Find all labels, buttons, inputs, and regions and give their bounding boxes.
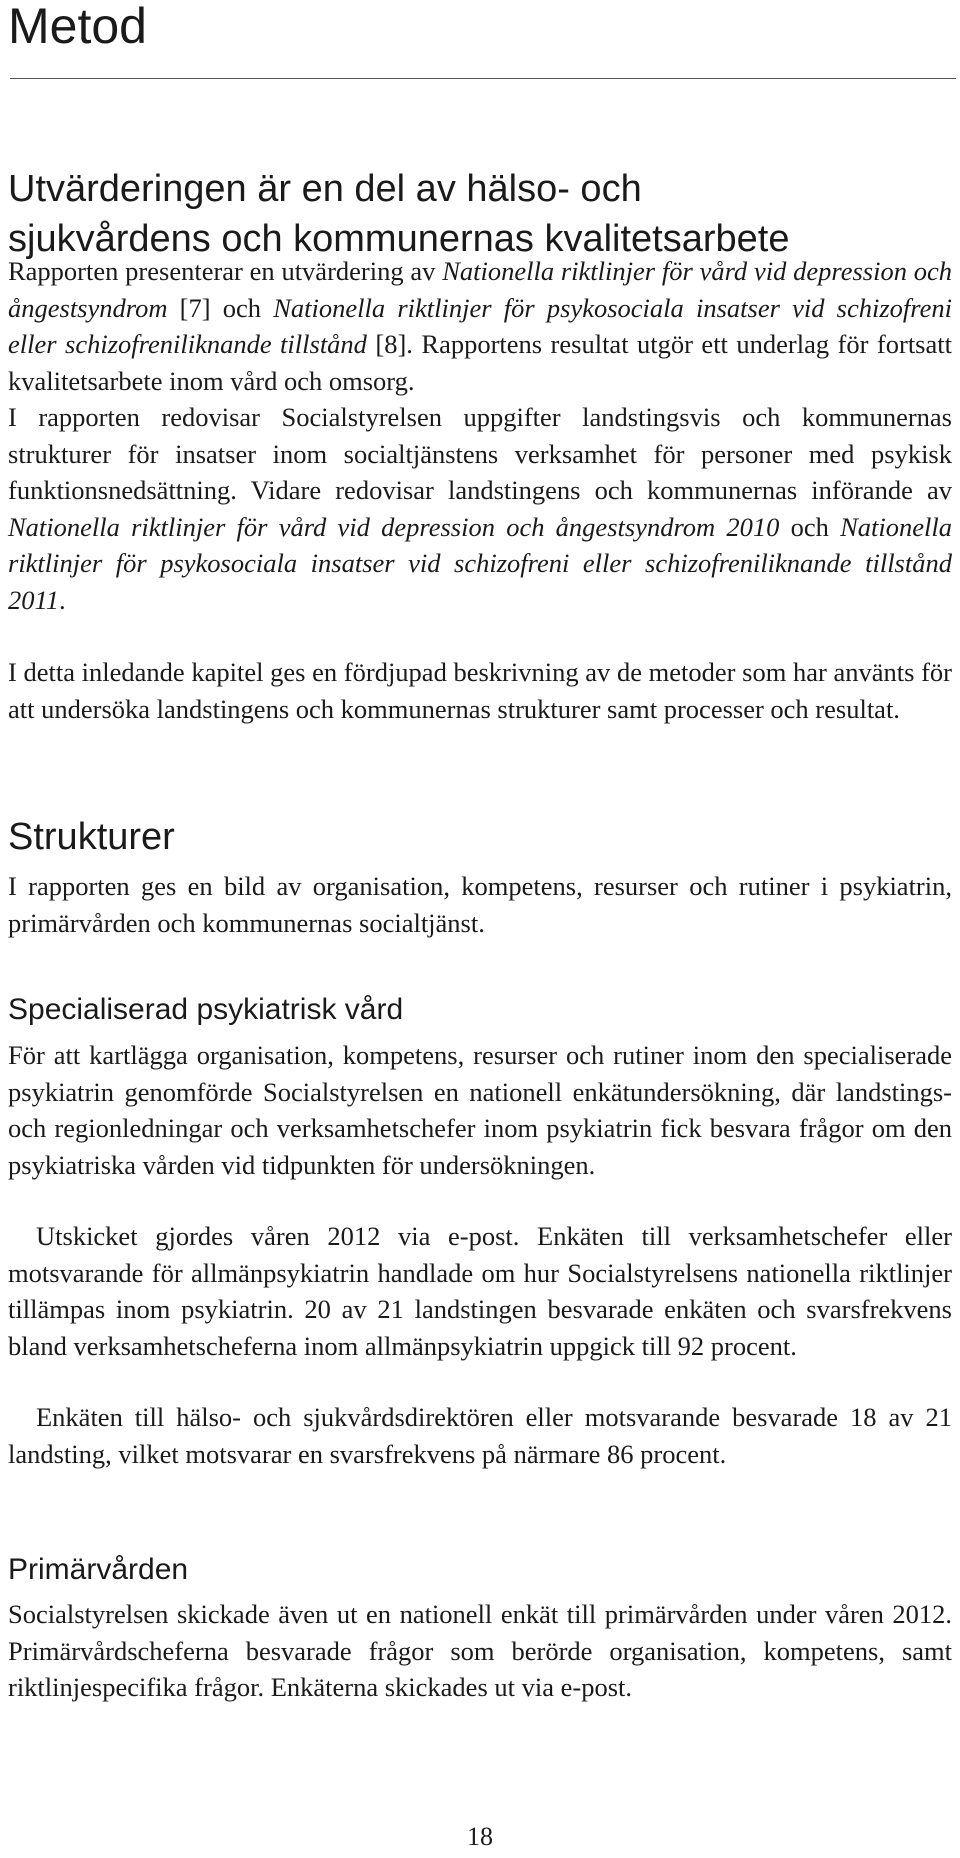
heading-rule xyxy=(10,78,956,79)
p1-title-schizofreni: Nationella riktlinjer för psykosociala insatser vid schizofreni eller schizofreniliknande tillstånd xyxy=(8,292,952,359)
section-heading-line2: sjukvårdens och kommunernas kvalitetsarbete xyxy=(8,218,790,260)
p2-text-e: . xyxy=(59,584,66,615)
section-heading-utvardering xyxy=(8,164,790,264)
section-heading-primarvarden: Primärvården xyxy=(8,1553,189,1586)
paragraph-redovisar xyxy=(8,399,952,618)
section-heading-psykiatrisk: Specialiserad psykiatrisk vård xyxy=(8,993,404,1026)
p1-text-c: [7] och xyxy=(167,292,274,323)
p2-title-schizofreni: Nationella riktlinjer för psykosociala insatser vid schizofreni eller schizofreniliknande tillstånd 2011 xyxy=(8,511,952,615)
paragraph-enkaten: Enkäten till hälso- och sjukvårdsdirektören eller motsvarande besvarade 18 av 21 landsting, vilket motsvarar en svarsfrekvens på närmare 86 procent. xyxy=(8,1402,952,1469)
section-heading-line1: Utvärderingen är en del av hälso- och xyxy=(8,168,642,210)
paragraph-inledande: I detta inledande kapitel ges en fördjupad beskrivning av de metoder som har använts för att undersöka landstingens och kommunernas strukturer samt processer och resultat. xyxy=(8,657,952,724)
p1-title-depression: Nationella riktlinjer för vård vid depression och ångestsyndrom xyxy=(8,256,952,323)
p2-title-depression: Nationella riktlinjer för vård vid depression och ångestsyndrom 2010 xyxy=(8,511,780,542)
paragraph-strukturer: I rapporten ges en bild av organisation, kompetens, resurser och rutiner i psykiatrin, primärvården och kommunernas socialtjänst. xyxy=(8,871,952,938)
p2-text-c: och xyxy=(779,511,841,542)
paragraph-intro xyxy=(8,253,952,399)
paragraph-kartlagga: För att kartlägga organisation, kompetens, resurser och rutiner inom den specialiserade psykiatrin genomförde Socialstyrelsen en nationell enkätundersökning, där landstings- och regionledningar och verksamhetschefer inom psykiatrin fick besvara frågor om den psykiatriska vården vid tidpunkten för undersökningen. xyxy=(8,1040,952,1180)
page-number: 18 xyxy=(467,1822,493,1851)
p1-text-e: [8]. Rapportens resultat utgör ett underlag för fortsatt kvalitetsarbete inom vård och omsorg. xyxy=(8,329,952,396)
paragraph-utskicket: Utskicket gjordes våren 2012 via e-post. Enkäten till verksamhetschefer eller motsvarande för allmänpsykiatrin handlade om hur Socialstyrelsens nationella riktlinjer tillämpas inom psykiatrin. 20 av 21 landstingen besvarade enkäten och svarsfrekvens bland verksamhetscheferna inom allmänpsykiatrin uppgick till 92 procent. xyxy=(8,1221,952,1361)
chapter-heading: Metod xyxy=(8,0,147,54)
p1-text-a: Rapporten presenterar en utvärdering av xyxy=(8,256,443,286)
section-heading-strukturer: Strukturer xyxy=(8,816,175,858)
paragraph-primarvarden: Socialstyrelsen skickade även ut en nationell enkät till primärvården under våren 2012. Primärvårdscheferna besvarade frågor som berörde organisation, kompetens, samt riktlinjespecifika frågor. Enkäterna skickades ut via e-post. xyxy=(8,1599,952,1702)
p2-text-a: I rapporten redovisar Socialstyrelsen uppgifter landstingsvis och kommunernas strukturer för insatser inom socialtjänstens verksamhet för personer med psykisk funktionsnedsättning. Vidare redovisar landstingens och kommunernas införande av xyxy=(8,402,952,505)
